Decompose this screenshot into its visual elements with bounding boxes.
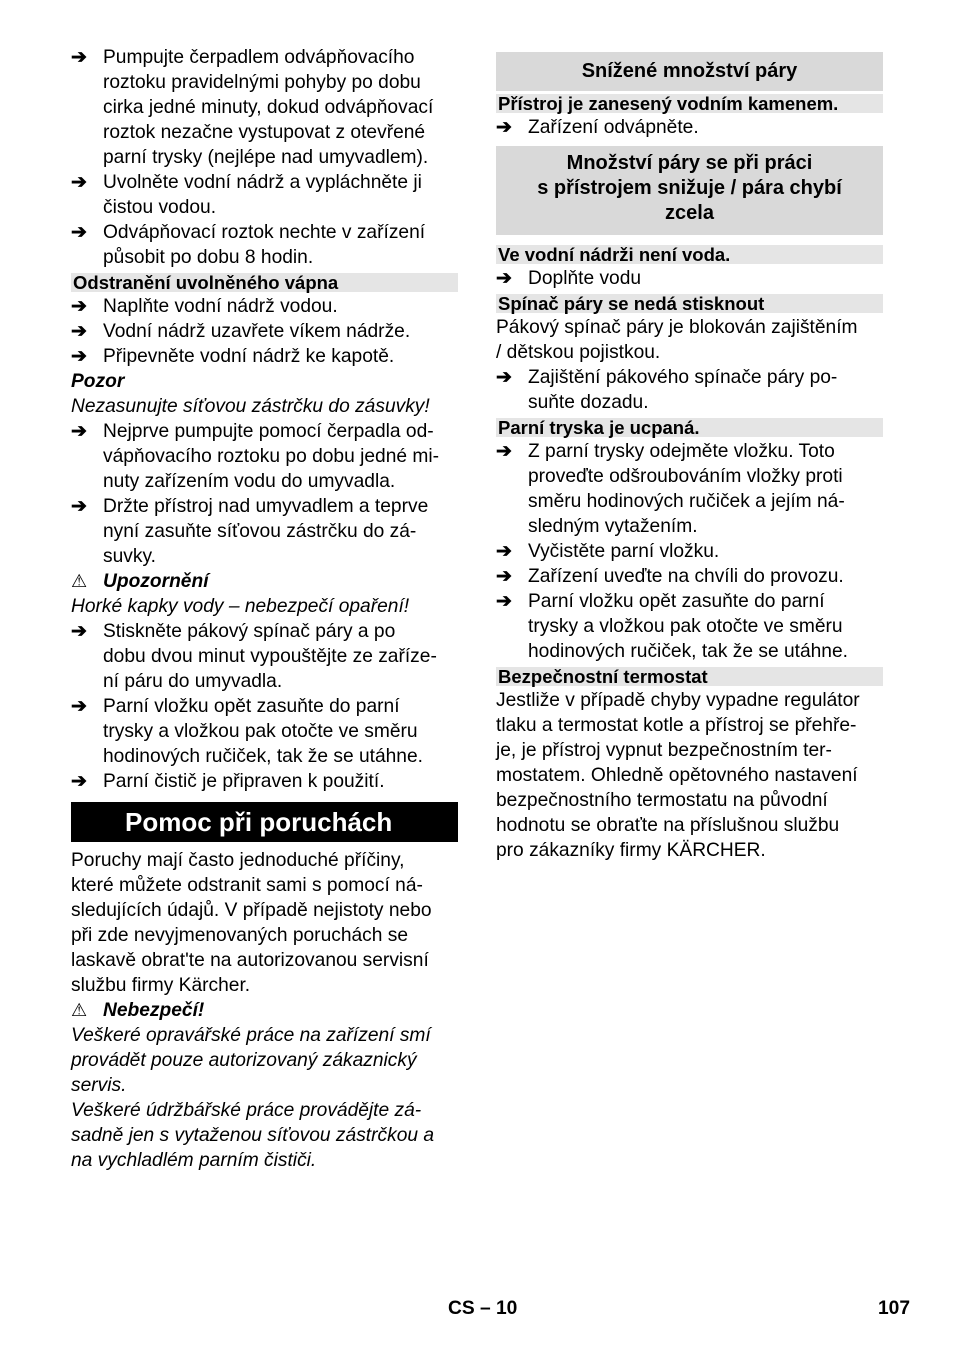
text-line: Veškeré údržbářské práce provádějte zá- [71,1100,422,1121]
text-line: Odvápňovací roztok nechte v zařízení [103,222,426,243]
subheading: Ve vodní nádrži není voda. [496,245,883,264]
text-line: Z parní trysky odejměte vložku. Toto [528,441,835,462]
arrow-right-icon: ➔ [496,117,513,138]
text-line: roztok nezačne vystupovat z otevřené [103,122,426,143]
danger-heading [71,998,458,1023]
bullet-item [496,564,883,589]
text-line: nuty zařízením vodu do umyvadla. [103,471,396,492]
arrow-right-icon: ➔ [71,421,88,442]
text-line: Doplňte vodu [528,268,642,289]
bullet-item [71,45,458,170]
bullet-item [71,220,458,270]
arrow-right-icon: ➔ [71,47,88,68]
text-line: hodinových ručiček, tak že se utáhne. [528,641,848,662]
text-line: s přístrojem snižuje / pára chybí [537,177,842,199]
subheading: Odstranění uvolněného vápna [71,273,458,292]
text-line: Snížené množství páry [581,60,798,82]
paragraph [496,315,883,365]
text-line: službu firmy Kärcher. [71,975,251,996]
text-line: Pákový spínač páry je blokován zajištěním [496,317,858,338]
danger-text [71,1023,458,1098]
warning-title: Upozornění [103,571,209,592]
arrow-right-icon: ➔ [71,696,88,717]
warning-text: Horké kapky vody – nebezpečí opaření! [71,596,410,617]
intro-paragraph [71,848,458,998]
arrow-right-icon: ➔ [71,621,88,642]
bullet-item [496,539,883,564]
arrow-right-icon: ➔ [496,566,513,587]
text-line: provádět pouze autorizovaný zákaznický [71,1050,417,1071]
text-line: proveďte odšroubováním vložky proti [528,466,843,487]
arrow-right-icon: ➔ [496,268,513,289]
left-column [71,45,458,1173]
text-line: čistou vodou. [103,197,217,218]
text-line: vápňovacího roztoku po dobu jedné mi- [103,446,439,467]
warning-triangle-icon: ⚠ [71,1000,88,1020]
text-line: Jestliže v případě chyby vypadne regulátor [496,690,860,711]
paragraph [496,688,883,863]
text-line: Vodní nádrž uzavřete víkem nádrže. [103,321,411,342]
arrow-right-icon: ➔ [496,441,513,462]
arrow-right-icon: ➔ [71,222,88,243]
caution-text: Nezasunujte síťovou zástrčku do zásuvky! [71,396,430,417]
section-box-heading [496,146,883,235]
arrow-right-icon: ➔ [71,496,88,517]
text-line: Veškeré opravářské práce na zařízení smí [71,1025,431,1046]
text-line: nyní zasuňte síťovou zástrčku do zá- [103,521,417,542]
bullet-item [496,115,883,140]
text-line: roztoku pravidelnými pohyby po dobu [103,72,421,93]
text-line: ní páru do umyvadla. [103,671,283,692]
arrow-right-icon: ➔ [496,591,513,612]
text-line: hodinových ručiček, tak že se utáhne. [103,746,423,767]
arrow-right-icon: ➔ [71,771,88,792]
text-line: bezpečnostního termostatu na původní [496,790,828,811]
text-line: mostatem. Ohledně opětovného nastavení [496,765,858,786]
section-box-heading [496,52,883,91]
text-line: Pumpujte čerpadlem odvápňovacího [103,47,415,68]
bullet-item [71,694,458,769]
text-line: Poruchy mají často jednoduché příčiny, [71,850,405,871]
arrow-right-icon: ➔ [71,346,88,367]
text-line: Zajištění pákového spínače páry po- [528,367,838,388]
bullet-item [71,619,458,694]
text-line: při zde nevyjmenovaných poruchách se [71,925,409,946]
text-line: sledujících údajů. V případě nejistoty nebo [71,900,432,921]
warning-heading [71,569,458,594]
danger-text [71,1098,458,1173]
text-line: Parní čistič je připraven k použití. [103,771,385,792]
subheading: Přístroj je zanesený vodním kamenem. [496,94,883,113]
bullet-item [71,344,458,369]
text-line: Vyčistěte parní vložku. [528,541,720,562]
bullet-item [71,494,458,569]
section-title: Pomoc při poruchách [71,802,458,842]
subheading: Spínač páry se nedá stisknout [496,294,883,313]
subheading: Bezpečnostní termostat [496,667,883,686]
text-line: Zařízení uveďte na chvíli do provozu. [528,566,844,587]
text-line: dobu dvou minut vypouštějte ze zaříze- [103,646,437,667]
text-line: směru hodinových ručiček a jejím ná- [528,491,845,512]
text-line: Držte přístroj nad umyvadlem a teprve [103,496,429,517]
text-line: servis. [71,1075,127,1096]
text-line: Množství páry se při práci [566,152,813,174]
text-line: je, je přístroj vypnut bezpečnostním ter- [496,740,832,761]
right-column [496,45,883,863]
text-line: sadně jen s vytaženou síťovou zástrčkou a [71,1125,435,1146]
text-line: Nejprve pumpujte pomocí čerpadla od- [103,421,434,442]
bullet-item [71,170,458,220]
caution-title: Pozor [71,371,125,392]
bullet-item [496,589,883,664]
text-line: pro zákazníky firmy KÄRCHER. [496,840,766,861]
arrow-right-icon: ➔ [71,321,88,342]
text-line: působit po dobu 8 hodin. [103,247,314,268]
text-line: trysky a vložkou pak otočte ve směru [103,721,418,742]
text-line: Naplňte vodní nádrž vodou. [103,296,338,317]
page-number: 107 [878,1298,911,1319]
text-line: které můžete odstranit sami s pomocí ná- [71,875,423,896]
arrow-right-icon: ➔ [496,367,513,388]
arrow-right-icon: ➔ [496,541,513,562]
text-line: cirka jedné minuty, dokud odvápňovací [103,97,434,118]
text-line: sledným vytažením. [528,516,698,537]
text-line: tlaku a termostat kotle a přístroj se přehře- [496,715,857,736]
arrow-right-icon: ➔ [71,296,88,317]
bullet-item [71,319,458,344]
footer-language-page: CS – 10 [448,1298,518,1319]
warning-triangle-icon: ⚠ [71,571,88,591]
text-line: suvky. [103,546,156,567]
text-line: / dětskou pojistkou. [496,342,661,363]
text-line: Parní vložku opět zasuňte do parní [528,591,825,612]
text-line: suňte dozadu. [528,392,649,413]
danger-title: Nebezpečí! [103,1000,205,1021]
text-line: Uvolněte vodní nádrž a vypláchněte ji [103,172,422,193]
arrow-right-icon: ➔ [71,172,88,193]
bullet-item [496,266,883,291]
bullet-item [71,294,458,319]
text-line: parní trysky (nejlépe nad umyvadlem). [103,147,429,168]
text-line: Zařízení odvápněte. [528,117,699,138]
text-line: laskavě obrat'te na autorizovanou servisní [71,950,429,971]
text-line: trysky a vložkou pak otočte ve směru [528,616,843,637]
text-line: zcela [665,202,714,224]
bullet-item [496,439,883,539]
text-line: na vychladlém parním čističi. [71,1150,317,1171]
bullet-item [496,365,883,415]
bullet-item [71,769,458,794]
subheading: Parní tryska je ucpaná. [496,418,883,437]
text-line: Připevněte vodní nádrž ke kapotě. [103,346,395,367]
bullet-item [71,419,458,494]
text-line: hodnotu se obraťte na příslušnou službu [496,815,840,836]
text-line: Parní vložku opět zasuňte do parní [103,696,400,717]
text-line: Stiskněte pákový spínač páry a po [103,621,396,642]
